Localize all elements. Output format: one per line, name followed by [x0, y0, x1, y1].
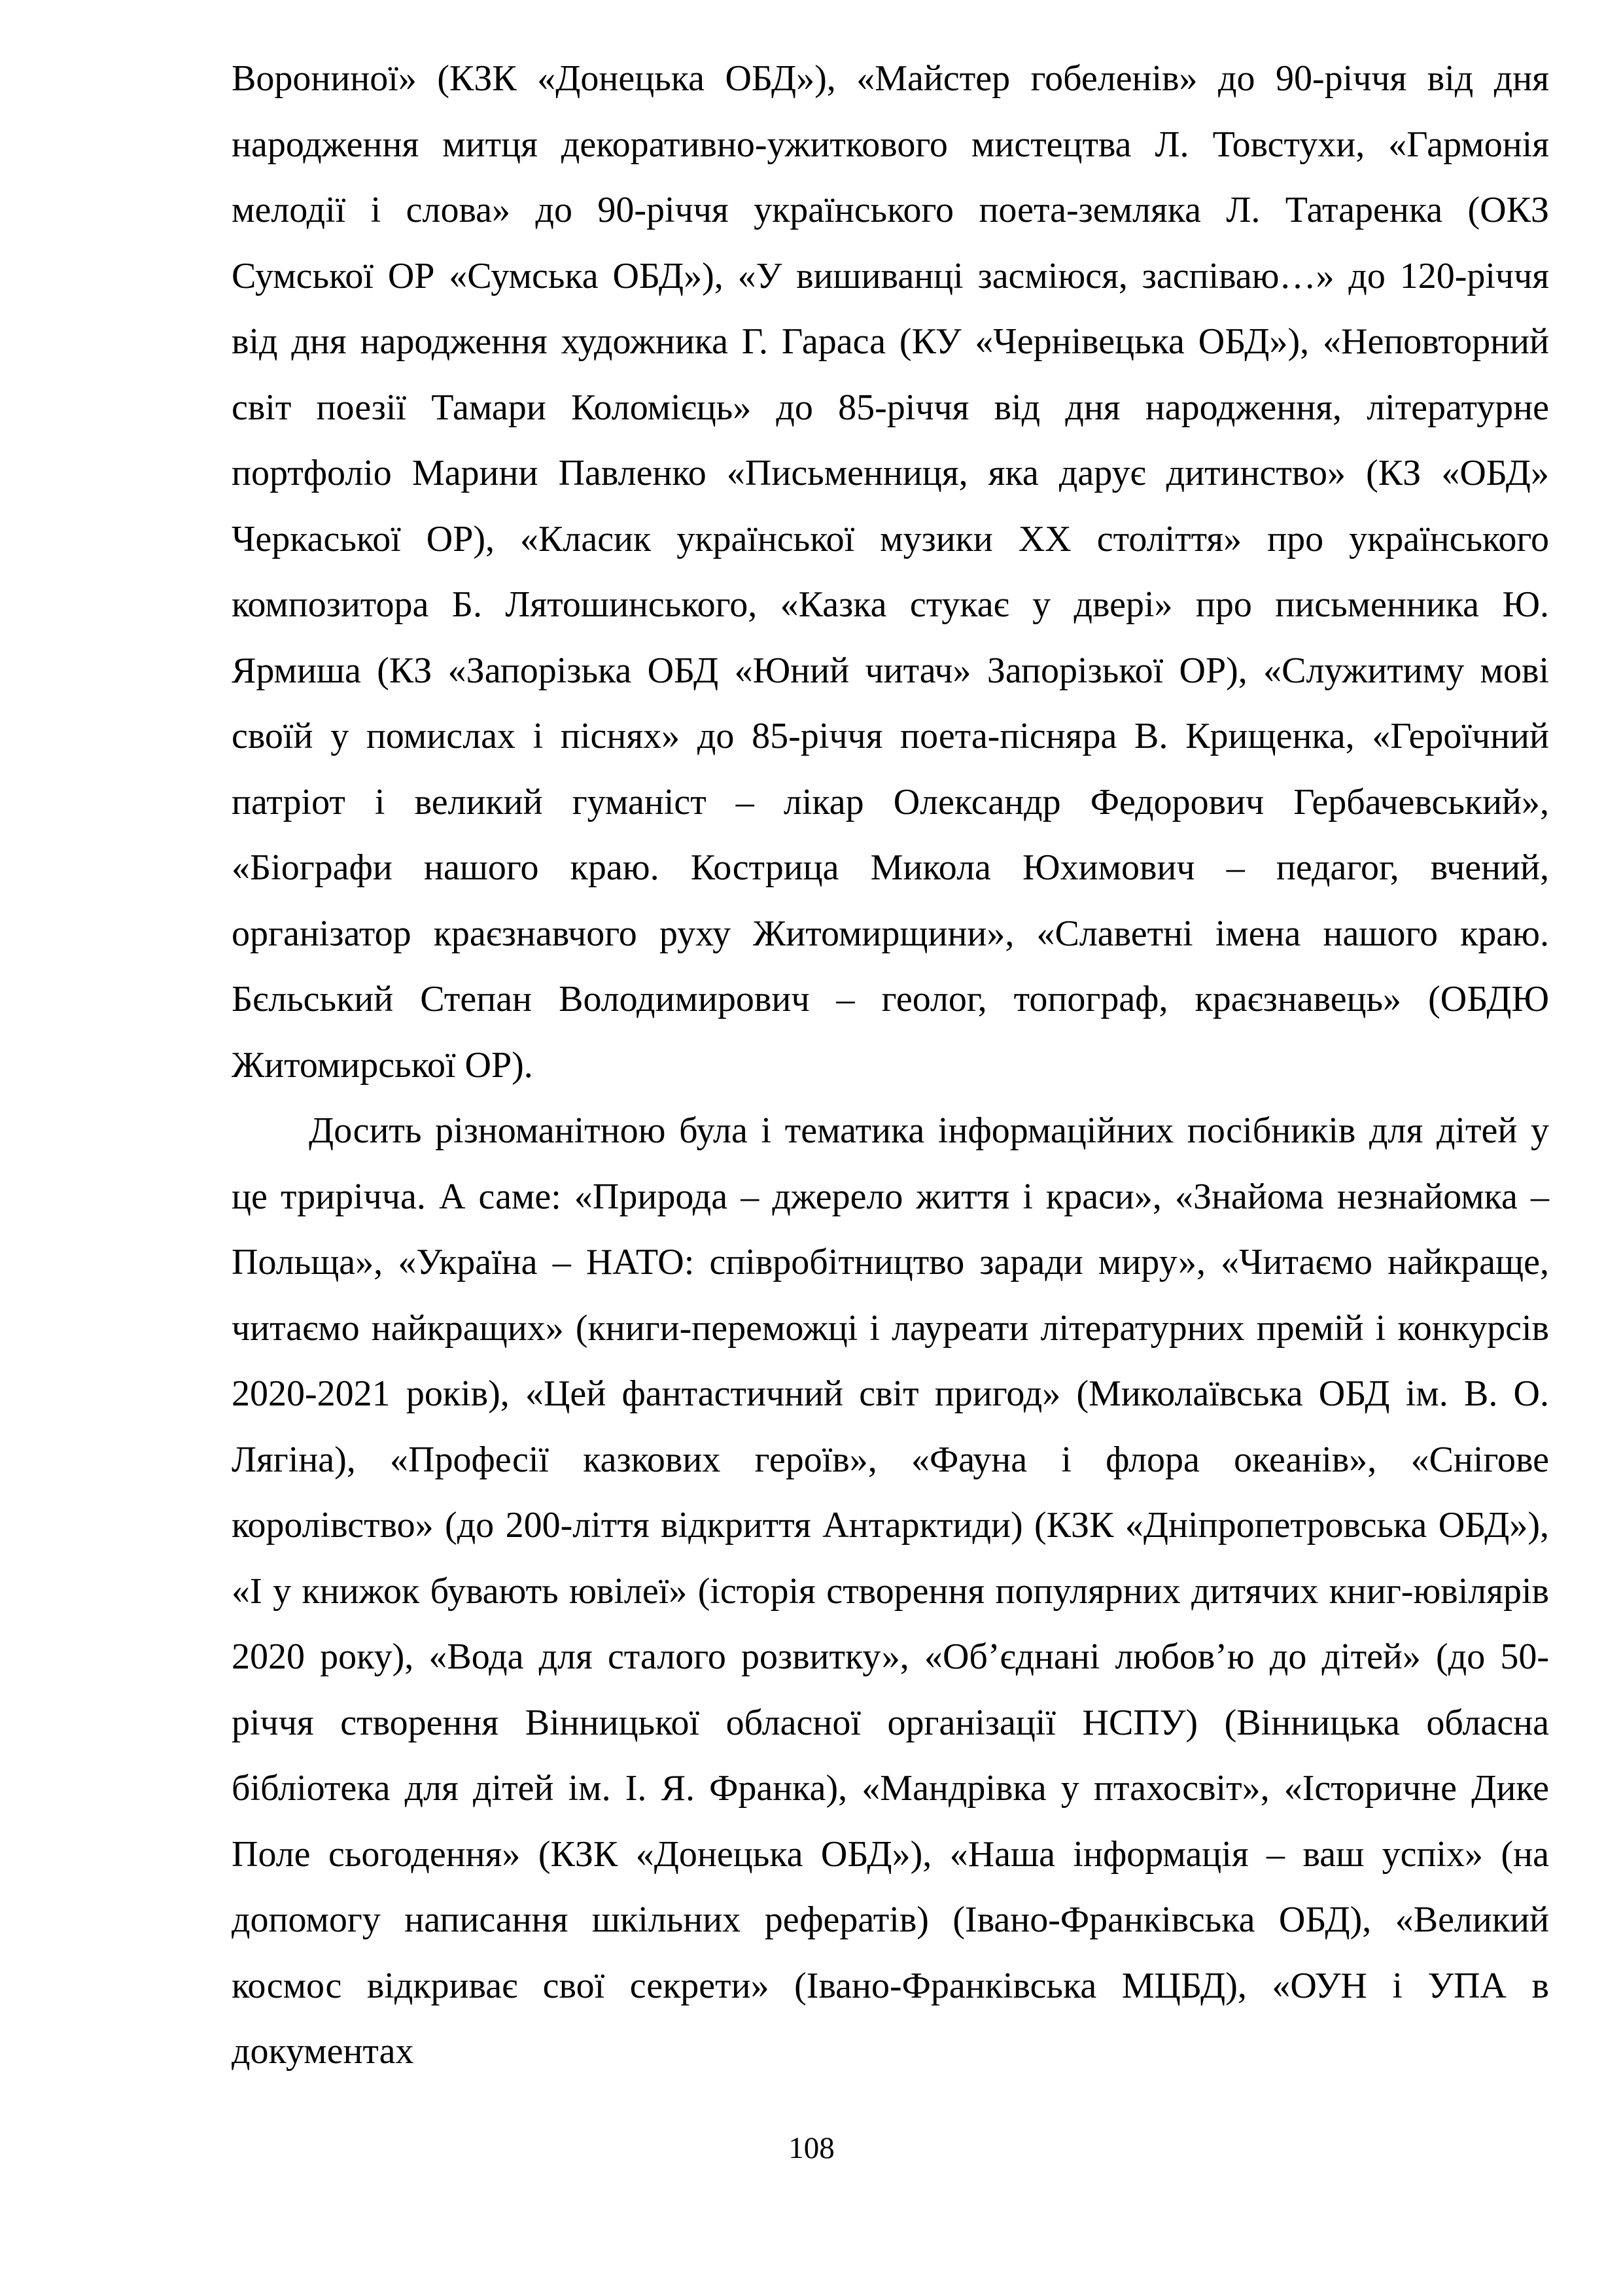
- page-number: 108: [788, 2131, 835, 2165]
- paragraph-continuation: Ворониної» (КЗК «Донецька ОБД»), «Майстер гобеленів» до 90-річчя від дня народження митця декоративно-ужиткового мистецтва Л. Товстухи, «Гармонія мелодії і слова» до 90-річчя українського поета-земляка Л. Татаренка (ОКЗ Сумської ОР «Сумська ОБД»), «У вишиванці засміюся, заспіваю…» до 120-річчя від дня народження художника Г. Гараса (КУ «Чернівецька ОБД»), «Неповторний світ поезії Тамари Коломієць» до 85-річчя від дня народження, літературне портфоліо Марини Павленко «Письменниця, яка дарує дитинство» (КЗ «ОБД» Черкаської ОР), «Класик української музики ХХ століття» про українського композитора Б. Лятошинського, «Казка стукає у двері» про письменника Ю. Ярмиша (КЗ «Запорізька ОБД «Юний читач» Запорізької ОР), «Служитиму мові своїй у помислах і піснях» до 85-річчя поета-пісняра В. Крищенка, «Героїчний патріот і великий гуманіст – лікар Олександр Федорович Гербачевський», «Біографи нашого краю. Кострица Микола Юхимович – педагог, вчений, організатор краєзнавчого руху Житомирщини», «Славетні імена нашого краю. Бєльський Степан Володимирович – геолог, топограф, краєзнавець» (ОБДЮ Житомирської ОР).: [232, 58, 1549, 1086]
- text-body: [232, 46, 1549, 2085]
- paragraph-info-guides: Досить різноманітною була і тематика інформаційних посібників для дітей у це трирічча. А саме: «Природа – джерело життя і краси», «Знайома незнайомка – Польща», «Україна – НАТО: співробітництво заради миру», «Читаємо найкраще, читаємо найкращих» (книги-переможці і лауреати літературних премій і конкурсів 2020-2021 років), «Цей фантастичний світ пригод» (Миколаївська ОБД ім. В. О. Лягіна), «Професії казкових героїв», «Фауна і флора океанів», «Снігове королівство» (до 200-ліття відкриття Антарктиди) (КЗК «Дніпропетровська ОБД»), «І у книжок бувають ювілеї» (історія створення популярних дитячих книг-ювілярів 2020 року), «Вода для сталого розвитку», «Об’єднані любов’ю до дітей» (до 50-річчя створення Вінницької обласної організації НСПУ) (Вінницька обласна бібліотека для дітей ім. І. Я. Франка), «Мандрівка у птахосвіт», «Історичне Дике Поле сьогодення» (КЗК «Донецька ОБД»), «Наша інформація – ваш успіх» (на допомогу написання шкільних рефератів) (Івано-Франківська ОБД), «Великий космос відкриває свої секрети» (Івано-Франківська МЦБД), «ОУН і УПА в документах: [232, 1110, 1549, 2072]
